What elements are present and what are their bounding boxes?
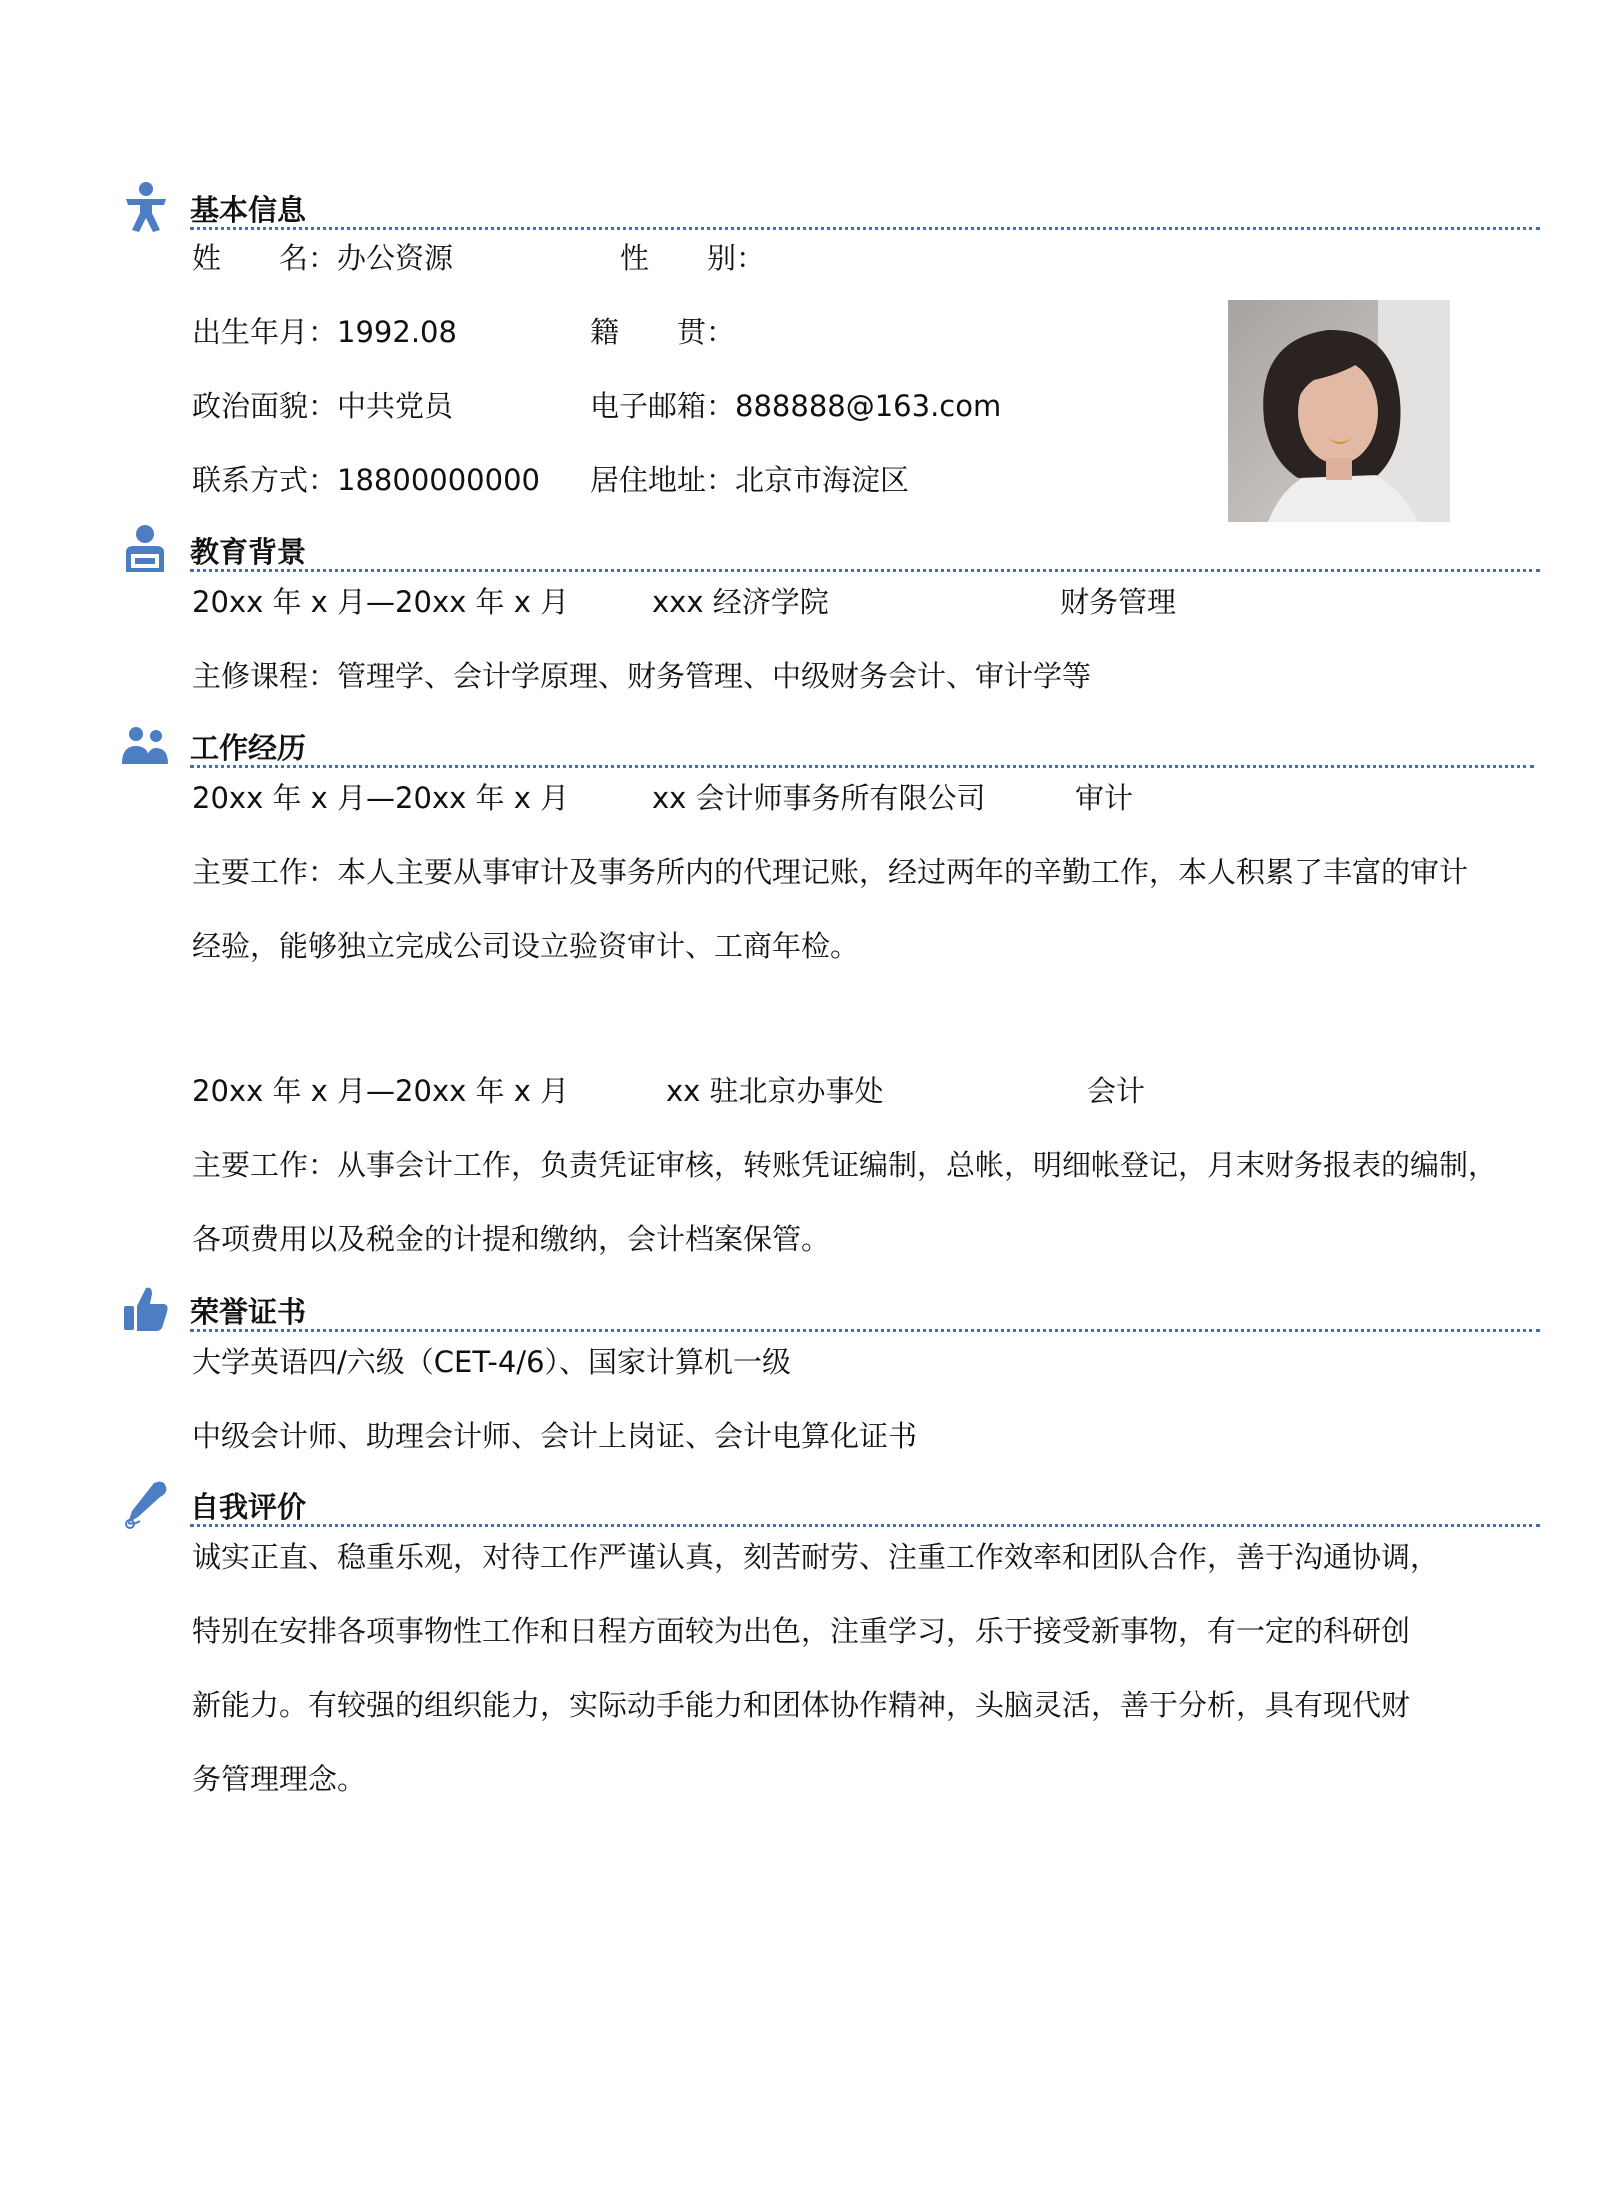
person-icon xyxy=(120,180,170,232)
profile-photo xyxy=(1228,300,1450,522)
self-evaluation-line1: 诚实正直、稳重乐观，对待工作严谨认真，刻苦耐劳、注重工作效率和团队合作，善于沟通协调， xyxy=(192,1540,1440,1574)
self-evaluation-line3: 新能力。有较强的组织能力，实际动手能力和团体协作精神，头脑灵活，善于分析，具有现代财 xyxy=(192,1688,1411,1722)
self-evaluation-line2: 特别在安排各项事物性工作和日程方面较为出色，注重学习，乐于接受新事物，有一定的科研创 xyxy=(192,1614,1411,1648)
portrait-image xyxy=(1228,300,1450,522)
section-header-basic-info xyxy=(120,180,1540,240)
section-title: 工作经历 xyxy=(190,731,307,765)
section-title: 自我评价 xyxy=(190,1490,307,1524)
section-header-self-evaluation xyxy=(120,1477,1540,1537)
address-value: 北京市海淀区 xyxy=(735,463,910,497)
name-value: 办公资源 xyxy=(337,241,454,275)
section-header-education xyxy=(120,522,1540,582)
work-2-desc-line2: 各项费用以及税金的计提和缴纳，会计档案保管。 xyxy=(192,1222,831,1256)
birth-row xyxy=(192,314,457,350)
political-row xyxy=(192,388,453,424)
gender-label: 性 别： xyxy=(620,241,766,275)
section-divider xyxy=(190,569,1540,572)
phone-row xyxy=(192,462,540,498)
work-1-period: 20xx 年 x 月—20xx 年 x 月 xyxy=(192,781,570,815)
address-label: 居住地址： xyxy=(590,463,736,497)
section-header-honors xyxy=(120,1282,1540,1342)
email-row xyxy=(590,388,1001,424)
work-2-desc-line1: 主要工作：从事会计工作，负责凭证审核，转账凭证编制，总帐，明细帐登记，月末财务报表的编制， xyxy=(192,1148,1498,1182)
work-1-desc-line1: 主要工作：本人主要从事审计及事务所内的代理记账，经过两年的辛勤工作，本人积累了丰富的审计 xyxy=(192,855,1469,889)
phone-label: 联系方式： xyxy=(192,463,338,497)
section-header-work xyxy=(120,718,1534,778)
student-icon xyxy=(120,522,170,574)
work-2-company: xx 驻北京办事处 xyxy=(666,1074,884,1108)
section-divider xyxy=(190,227,1540,230)
education-school: xxx 经济学院 xyxy=(652,585,829,619)
email-value: 888888@163.com xyxy=(735,389,1002,423)
name-row xyxy=(192,240,453,276)
section-title: 荣誉证书 xyxy=(190,1295,307,1329)
phone-value: 18800000000 xyxy=(337,463,540,497)
birth-label: 出生年月： xyxy=(192,315,338,349)
name-label: 姓 名： xyxy=(192,241,338,275)
work-1-desc-line2: 经验，能够独立完成公司设立验资审计、工商年检。 xyxy=(192,929,860,963)
address-row xyxy=(590,462,909,498)
native-row xyxy=(590,314,735,350)
section-divider xyxy=(190,1524,1540,1527)
honors-line1: 大学英语四/六级（CET-4/6）、国家计算机一级 xyxy=(192,1345,792,1379)
native-label: 籍 贯： xyxy=(590,315,736,349)
people-icon xyxy=(120,718,170,770)
self-evaluation-line4: 务管理理念。 xyxy=(192,1762,367,1796)
email-label: 电子邮箱： xyxy=(590,389,736,423)
honors-line2: 中级会计师、助理会计师、会计上岗证、会计电算化证书 xyxy=(192,1419,918,1453)
work-1-company: xx 会计师事务所有限公司 xyxy=(652,781,986,815)
section-title: 教育背景 xyxy=(190,535,307,569)
work-2-period: 20xx 年 x 月—20xx 年 x 月 xyxy=(192,1074,570,1108)
section-divider xyxy=(190,1329,1540,1332)
political-label: 政治面貌： xyxy=(192,389,338,423)
birth-value: 1992.08 xyxy=(337,315,457,349)
section-divider xyxy=(190,765,1534,768)
education-courses: 主修课程：管理学、会计学原理、财务管理、中级财务会计、审计学等 xyxy=(192,659,1092,693)
work-1-position: 审计 xyxy=(1075,781,1134,815)
education-period: 20xx 年 x 月—20xx 年 x 月 xyxy=(192,585,570,619)
pen-icon xyxy=(120,1477,170,1529)
section-title: 基本信息 xyxy=(190,193,307,227)
education-major: 财务管理 xyxy=(1060,585,1177,619)
political-value: 中共党员 xyxy=(337,389,454,423)
work-2-position: 会计 xyxy=(1087,1074,1146,1108)
gender-row xyxy=(620,240,765,276)
thumbs-up-icon xyxy=(120,1282,170,1334)
